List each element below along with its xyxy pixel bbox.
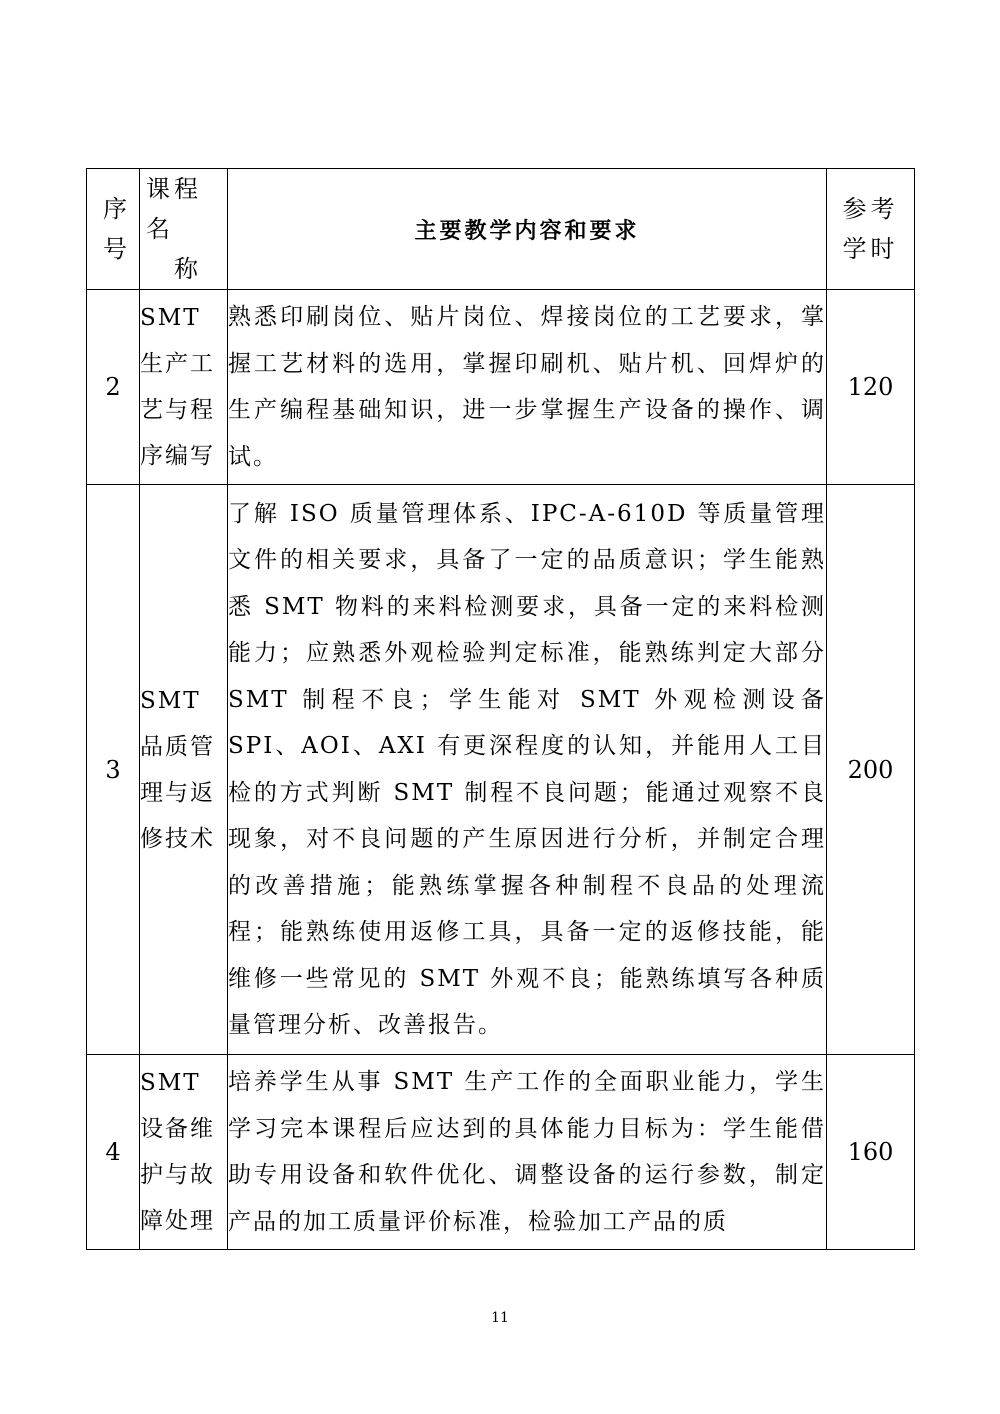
header-index-line1: 序: [103, 195, 131, 223]
row-content: 熟悉印刷岗位、贴片岗位、焊接岗位的工艺要求，掌握工艺材料的选用，掌握印刷机、贴片机、回焊炉的生产编程基础知识，进一步掌握生产设备的操作、调试。: [228, 290, 827, 485]
header-index: [87, 169, 140, 290]
header-hours-line2: 学时: [842, 235, 899, 263]
header-name-line1: 课程名: [146, 175, 202, 243]
row-index: 2: [87, 290, 140, 485]
row-course-name: SMT 品质管理与返修技术: [140, 485, 228, 1055]
table-header-row: [87, 169, 915, 290]
header-course-name: [140, 169, 228, 290]
course-table: [86, 168, 915, 1250]
row-hours: 160: [827, 1055, 915, 1250]
row-content: 培养学生从事 SMT 生产工作的全面职业能力，学生学习完本课程后应达到的具体能力目标为：学生能借助专用设备和软件优化、调整设备的运行参数，制定产品的加工质量评价标准，检验加工产品的质: [228, 1055, 827, 1250]
row-hours: 120: [827, 290, 915, 485]
header-hours: [827, 169, 915, 290]
table-row: [87, 485, 915, 1055]
row-index: 3: [87, 485, 140, 1055]
row-hours: 200: [827, 485, 915, 1055]
row-course-name: SMT 生产工艺与程序编写: [140, 290, 228, 485]
header-hours-line1: 参考: [842, 195, 899, 223]
row-index: 4: [87, 1055, 140, 1250]
page-number: 11: [491, 1310, 509, 1326]
header-content: 主要教学内容和要求: [228, 169, 827, 290]
header-name-line2: 称: [174, 255, 202, 283]
row-content: 了解 ISO 质量管理体系、IPC-A-610D 等质量管理文件的相关要求，具备了一定的品质意识；学生能熟悉 SMT 物料的来料检测要求，具备一定的来料检测能力；应熟悉外观检验判定标准，能熟练判定大部分 SMT 制程不良；学生能对 SMT 外观检测设备 SPI、AOI、AXI 有更深程度的认知，并能用人工目检的方式判断 SMT 制程不良问题；能通过观察不良现象，对不良问题的产生原因进行分析，并制定合理的改善措施；能熟练掌握各种制程不良品的处理流程；能熟练使用返修工具，具备一定的返修技能，能维修一些常见的 SMT 外观不良；能熟练填写各种质量管理分析、改善报告。: [228, 485, 827, 1055]
header-index-line2: 号: [103, 235, 131, 263]
row-course-name: SMT 设备维护与故障处理: [140, 1055, 228, 1250]
table-row: [87, 1055, 915, 1250]
table-row: [87, 290, 915, 485]
